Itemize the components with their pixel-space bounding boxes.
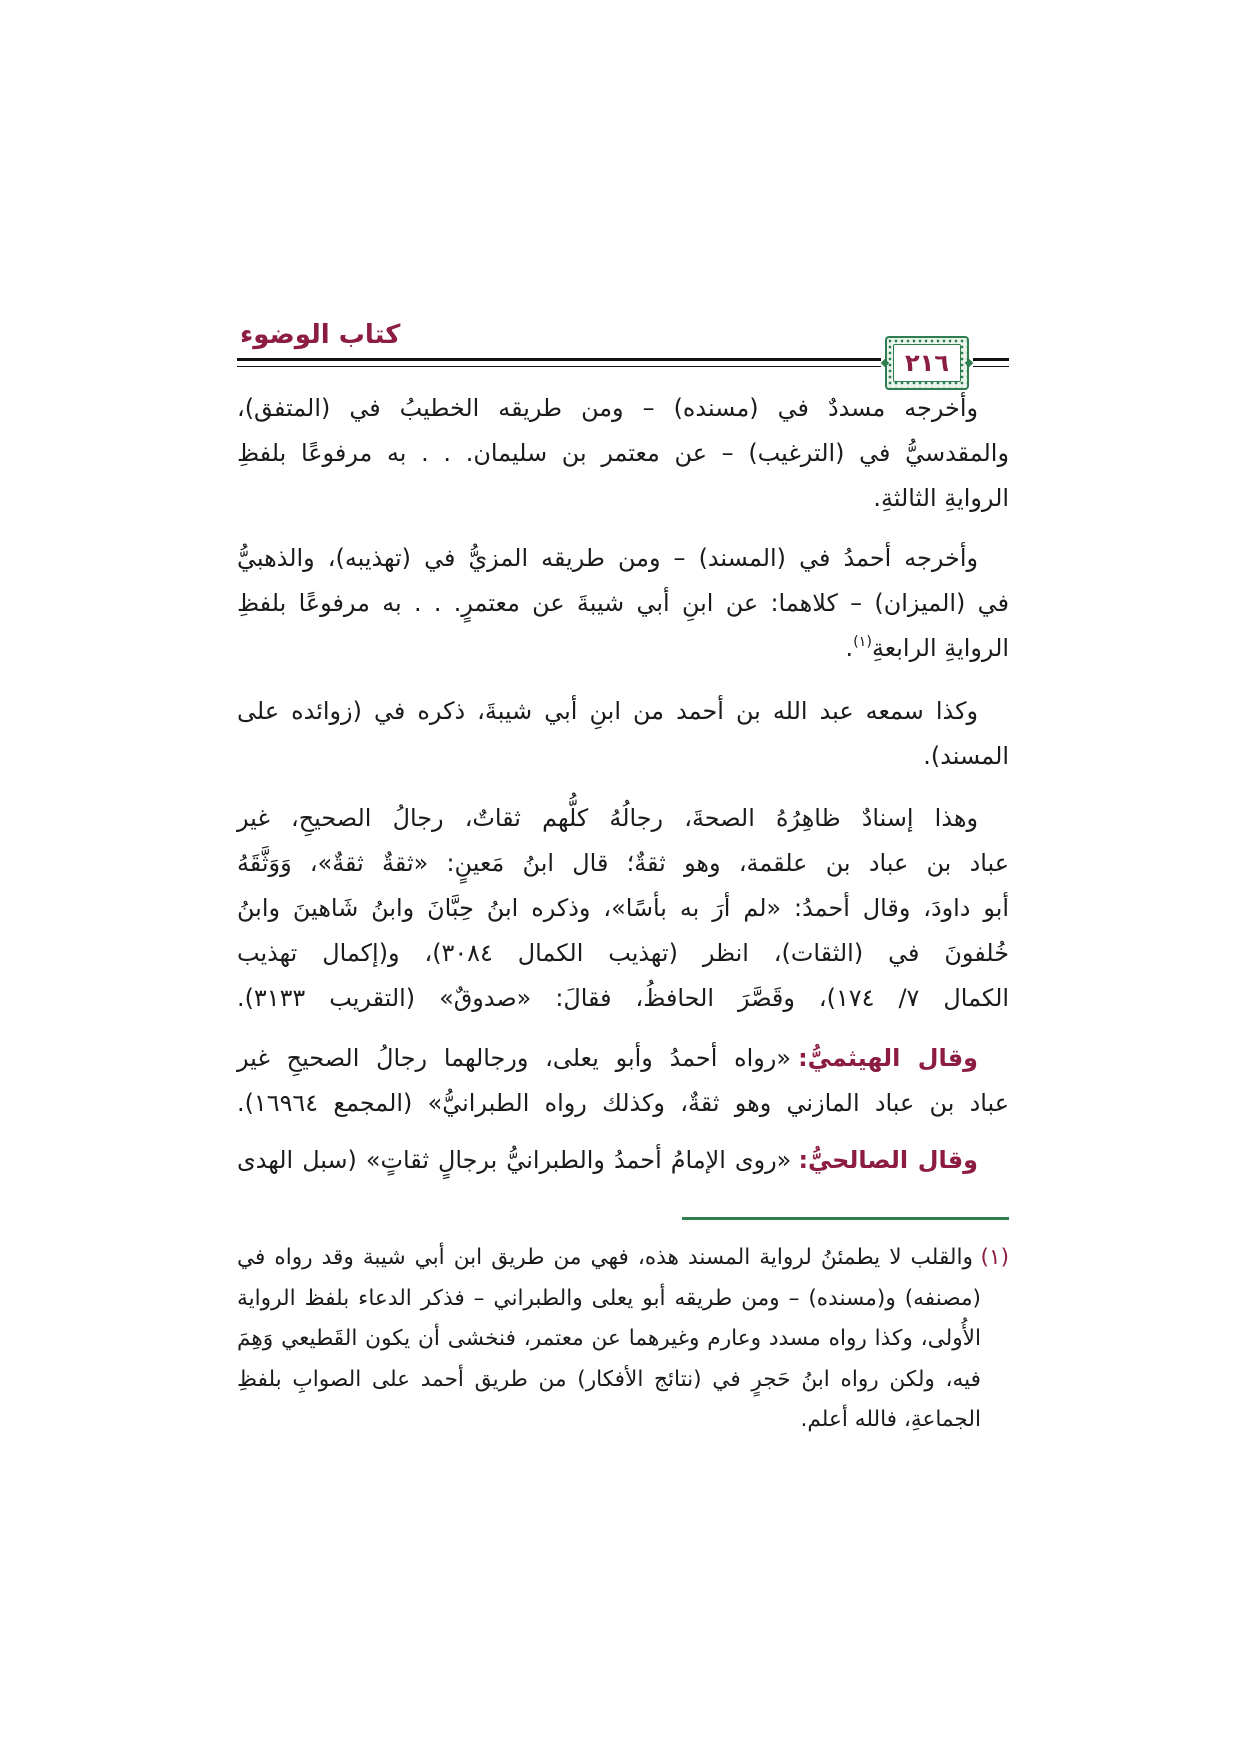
text-line: في (الميزان) – كلاهما: عن ابنِ أبي شيبةَ عن معتمرٍ. . . به مرفوعًا بلفظِ [237, 589, 1009, 617]
text-line [237, 1036, 1009, 1081]
paragraph [237, 1036, 1009, 1126]
text-line: الروايةِ الثالثةِ. [873, 484, 1009, 512]
page-number: ٢١٦ [905, 349, 949, 377]
header-rule [237, 358, 881, 361]
text-line: أبو داودَ، وقال أحمدُ: «لم أرَ به بأسًا»، وذكره ابنُ حِبَّانَ وابنُ شَاهينَ وابنُ [237, 894, 1009, 922]
text-run: الروايةِ الرابعةِ [871, 634, 1009, 662]
footnote-line: الأُولى، وكذا رواه مسدد وعارم وغيرهما عن معتمر، فنخشى أن يكون القَطيعي وَهِمَ [237, 1326, 981, 1351]
text-line: عباد بن عباد المازني وهو ثقةٌ، وكذلك رواه الطبرانيُّ» (المجمع ١٦٩٦٤). [237, 1089, 1009, 1117]
text-run: «روى الإمامُ أحمدُ والطبرانيُّ برجالٍ ثقاتٍ» (سبل الهدى [237, 1146, 792, 1174]
text-run: والقلب لا يطمئنُ لرواية المسند هذه، فهي من طريق ابن أبي شيبة وقد رواه في [237, 1245, 973, 1270]
text-line [237, 1138, 1009, 1183]
text-line: وهذا إسنادٌ ظاهِرُهُ الصحةَ، رجالُهُ كلُّهم ثقاتٌ، رجالُ الصحيحِ، غير [237, 804, 978, 832]
footnote-reference: (١) [853, 633, 872, 650]
header-rule [973, 366, 1009, 367]
text-line: عباد بن عباد بن علقمة، وهو ثقةٌ؛ قال ابنُ مَعينٍ: «ثقةٌ ثقةٌ»، وَوَثَّقَهُ [237, 849, 1009, 877]
header-rule [237, 366, 881, 367]
text-run: «رواه أحمدُ وأبو يعلى، ورجالهما رجالُ الصحيحِ غير [237, 1044, 791, 1072]
text-line: وكذا سمعه عبد الله بن أحمد من ابنِ أبي شيبةَ، ذكره في (زوائده على [237, 697, 978, 725]
paragraph [237, 1138, 1009, 1183]
footnote-line: فيه، ولكن رواه ابنُ حَجرٍ في (نتائج الأفكار) من طريق أحمد على الصوابِ بلفظِ [237, 1366, 981, 1392]
text-line: المسند). [923, 742, 1009, 770]
footnote [237, 1238, 1009, 1441]
paragraph [237, 386, 1009, 521]
text-line: وأخرجه أحمدُ في (المسند) – ومن طريقه المزيُّ في (تهذيبه)، والذهبيُّ [237, 544, 978, 572]
footnote-marker: (١) [980, 1245, 1009, 1270]
text-line: والمقدسيُّ في (الترغيب) – عن معتمر بن سليمان. . . به مرفوعًا بلفظِ [237, 439, 1009, 467]
running-title: كتاب الوضوء [240, 320, 401, 350]
header-rule [973, 358, 1009, 361]
text-run: . [845, 634, 854, 662]
footnote-line: الجماعةِ، فالله أعلم. [800, 1407, 981, 1432]
text-line: خُلفونَ في (الثقات)، انظر (تهذيب الكمال ٣٠٨٤)، و(إكمال تهذيب [237, 939, 1009, 967]
paragraph [237, 689, 1009, 779]
speaker-lead: وقال الهيثميُّ: [798, 1044, 978, 1072]
text-line [237, 626, 1009, 671]
speaker-lead: وقال الصالحيُّ: [798, 1146, 978, 1174]
page-number-box [893, 344, 961, 382]
footnote-line: (مصنفه) و(مسنده) – ومن طريقه أبو يعلى والطبراني – فذكر الدعاء بلفظ الرواية [237, 1285, 981, 1311]
paragraph [237, 536, 1009, 671]
paragraph [237, 796, 1009, 1021]
footnote-line [237, 1238, 1009, 1279]
text-line: الكمال ٧/ ١٧٤)، وقَصَّرَ الحافظُ، فقالَ: «صدوقٌ» (التقريب ٣١٣٣). [237, 984, 1009, 1012]
text-line: وأخرجه مسددٌ في (مسنده) – ومن طريقه الخطيبُ في (المتفق)، [237, 394, 978, 422]
page-number-frame [885, 336, 969, 390]
footnote-separator [682, 1217, 1009, 1220]
